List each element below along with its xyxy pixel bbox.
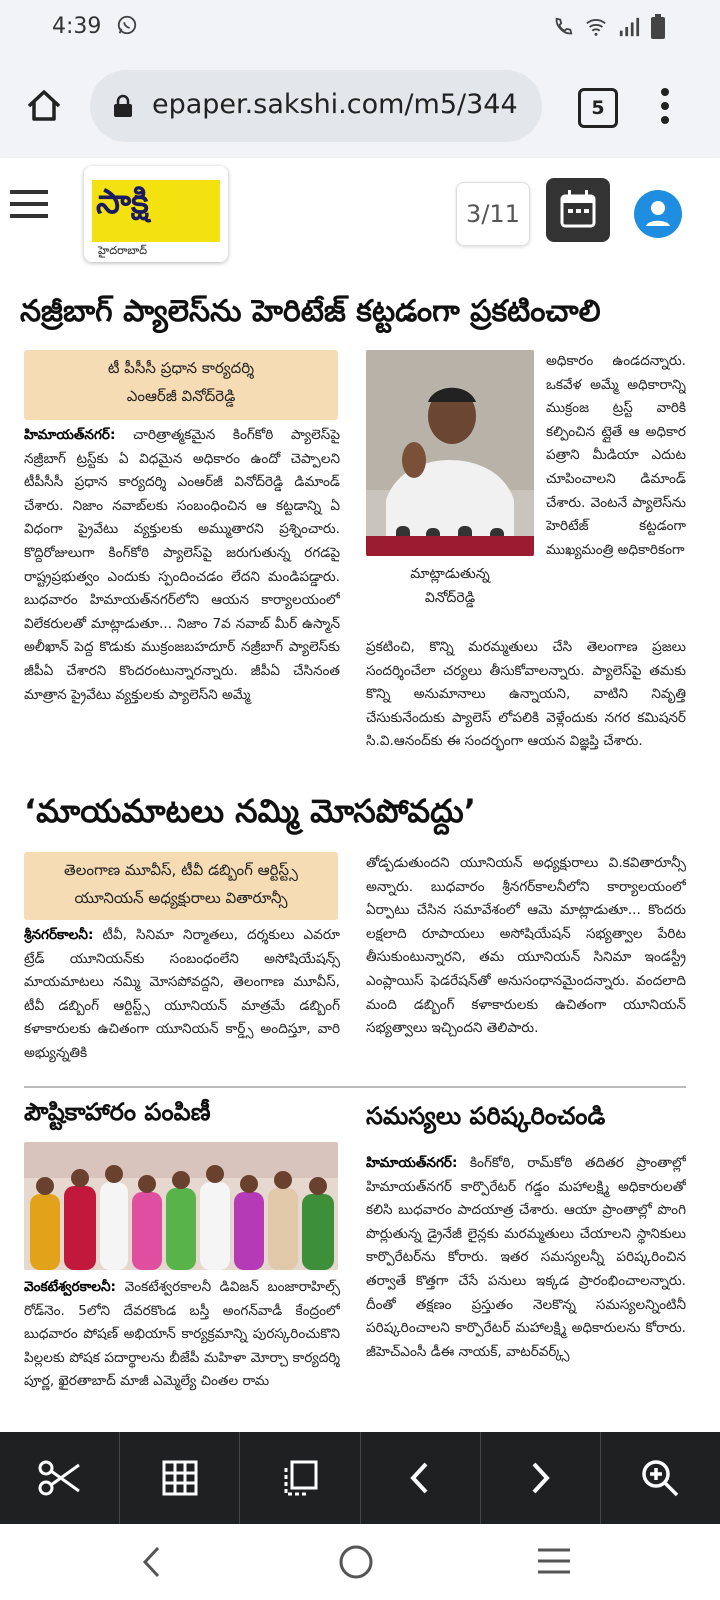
clip-button[interactable] — [0, 1432, 120, 1524]
logo-text: సాక్షి — [96, 182, 149, 222]
article-4-body — [366, 1152, 686, 1426]
article-2-text-left: టీవీ, సినిమా నిర్మాతలు, దర్శకులు ఎవరూ ట్రేడ్ యూనియన్‌కు సంబంధంలేని అసోషియేషన్స్ మాయమాటలు నమ్మి మోసపోవద్దని, తెలంగాణ మూవీస్, టీవీ డబ్బింగ్ ఆర్టిస్ట్స్ యూనియన్ మాత్రమే డబ్బింగ్ కళాకారులకు ఉచితంగా యూనియన్ కార్డ్స్ అందిస్తూ, వారి అభ్యున్నతికి — [24, 927, 340, 1061]
status-time: 4:39 — [52, 14, 102, 39]
browser-toolbar — [0, 56, 720, 159]
article-2-subhead-line-2: యూనియన్ అధ్యక్షురాలు వితారూన్సీ — [74, 889, 288, 907]
article-2-subhead — [24, 852, 338, 920]
calendar-icon — [546, 178, 610, 242]
address-bar[interactable] — [90, 70, 542, 142]
status-icons — [552, 14, 666, 40]
article-3-text: వెంకటేశ్వరకాలనీ డివిజన్ బంజారాహిల్స్ రోడ్‌నెం. 5లోని దేవరకొండ బస్తీ అంగన్‌వాడీ కేంద్రంలో బుధవారం పోషణ్ అభియాన్ కార్యక్రమాన్ని పురస్కరించుకొని పిల్లలకు పోషక పదార్థాలను బీజేపీ మహిళా మోర్చా కార్యదర్శి పూర్ణ, ఖైరతాబాద్ మాజీ ఎమ్మెల్యే చింతల రామ — [24, 1279, 340, 1390]
status-bar — [0, 0, 720, 56]
sakshi-logo[interactable] — [84, 166, 228, 262]
article-3-dateline: వెంకటేశ్వరకాలనీ: — [24, 1279, 116, 1295]
lock-icon — [112, 94, 134, 118]
zoom-in-icon — [640, 1458, 680, 1498]
article-1-caption — [366, 562, 534, 610]
article-3-headline[interactable]: పౌష్టికాహారం పంపిణీ — [24, 1098, 211, 1126]
chevron-left-icon — [408, 1460, 432, 1496]
hamburger-menu-icon[interactable] — [10, 188, 50, 220]
article-1-subhead-line-2: ఎంఆర్‌జీ వినోద్‌రెడ్డి — [126, 387, 236, 405]
article-1-subhead — [24, 350, 338, 420]
home-icon[interactable] — [24, 86, 64, 126]
zoom-button[interactable] — [601, 1432, 720, 1524]
back-icon[interactable] — [140, 1544, 164, 1580]
grid-icon — [162, 1460, 198, 1496]
scissors-icon — [38, 1458, 82, 1498]
home-circle-icon[interactable] — [336, 1542, 376, 1582]
article-4-headline[interactable]: సమస్యలు పరిష్కరించండి — [366, 1102, 606, 1130]
battery-icon — [650, 14, 666, 40]
pages-button[interactable] — [240, 1432, 360, 1524]
article-2-body-right: తోడ్పడుతుందని యూనియన్ అధ్యక్షురాలు వి.కవితారూన్సీ అన్నారు. బుధవారం శ్రీనగర్‌కాలనీలోని కార్యాలయంలో ఏర్పాటు చేసిన సమావేశంలో ఆమె మాట్లాడుతూ... కొందరు లక్షలాది రూపాయలు అసోషియేషన్ సభ్యత్వాల పేరిట తీసుకుంటున్నారని, తమ యూనియన్ సినిమా ఇండస్ట్రీ ఎంప్లాయిస్ ఫెడరేషన్‌తో అనుసంధానమైందన్నారు. వందలాది మంది డబ్బింగ్ కళాకారులకు ఉచితంగా యూనియన్ సభ్యత్వాలు ఇచ్చిందని తెలిపారు. — [366, 855, 686, 1037]
article-1-headline[interactable]: నజ్రీబాగ్ ప్యాలెస్‌ను హెరిటేజ్ కట్టడంగా ప్రకటించాలి — [20, 294, 601, 329]
wifi-icon — [584, 16, 608, 38]
tab-switcher-button[interactable]: 5 — [578, 88, 618, 128]
recents-icon[interactable] — [536, 1546, 572, 1576]
epaper-header — [0, 158, 720, 272]
whatsapp-icon — [116, 14, 138, 36]
article-1-caption-line-2: వినోద్‌రెడ్డి — [424, 590, 476, 606]
epaper-page[interactable] — [0, 272, 720, 1432]
signal-icon — [618, 16, 640, 38]
logo-city: హైదరాబాద్ — [98, 244, 147, 257]
article-4-text: కింగ్‌కోఠి, రామ్‌కోఠి తదితర ప్రాంతాల్లో హిమాయత్‌నగర్ కార్పొరేటర్ గడ్డం మహాలక్ష్మి అధికారులతో కలిసి బుధవారం పాదయాత్ర చేశారు. ఆయా ప్రాంతాల్లో పొంగి పొర్లుతున్న డ్రైనేజీ లైన్లకు మరమ్మతులు చేయాలని స్థానికులు కార్పొరేటర్‌ను కోరారు. ఇతర సమస్యలన్నీ పరిష్కరించిన తర్వాతే కొత్తగా చేసే పనులు ఇక్కడ ప్రారంభించాలన్నారు. దీంతో తక్షణం ప్రస్తుతం నెలకొన్న సమస్యలన్నింటినీ పరిష్కరించాలని కార్పొరేటర్ మహాలక్ష్మి అధికారులను కోరారు. జీహెచ్‌ఎంసీ డీఈ నాయక్, వాటర్‌వర్క్స్ — [366, 1155, 686, 1360]
chevron-right-icon — [528, 1460, 552, 1496]
article-1-caption-line-1: మాట్లాడుతున్న — [410, 566, 490, 582]
calendar-button[interactable] — [546, 178, 610, 242]
article-2-body-left — [24, 924, 340, 1072]
user-account-icon[interactable] — [634, 190, 682, 238]
article-1-body-right-bottom: ప్రకటించి, కొన్ని మరమ్మతులు చేసి తెలంగాణ ప్రజలు సందర్శించేలా చర్యలు తీసుకోవాలన్నారు. ప్యాలెస్‌పై తమకు కొన్ని అనుమానాలు ఉన్నాయని, వాటిని నివృత్తి చేసుకునేందుకు ప్యాలెస్ లోపలికి వెళ్లేందుకు నగర కమిషనర్ సి.వి.ఆనంద్‌కు ఈ సందర్భంగా ఆయన విజ్ఞప్తి చేశారు. — [366, 639, 686, 750]
url-text[interactable]: epaper.sakshi.com/m5/344 — [152, 89, 518, 120]
article-3-photo — [24, 1142, 338, 1270]
article-1-text-left: చారిత్రాత్మకమైన కింగ్‌కోఠి ప్యాలెస్‌పై నజ్రీబాగ్ ట్రస్ట్‌కు ఏ విధమైన అధికారం ఉందో చెప్పాలని టీపీసీసీ ప్రధాన కార్యదర్శి ఎంఆర్‌జీ వినోద్‌రెడ్డి డిమాండ్ చేశారు. నిజాం నవాబ్‌లకు సంబంధించిన ఆ కట్టడాన్ని ఏ విధంగా ప్రైవేటు వ్యక్తులకు అమ్ముతారని ప్రశ్నించారు. కొద్దిరోజులుగా కింగ్‌కోఠి ప్యాలెస్‌పై జరుగుతున్న రగడపై రాష్ట్రప్రభుత్వం ఎందుకు స్పందించడం లేదని మండిపడ్డారు. బుధవారం హిమాయత్‌నగర్‌లోని ఆయన కార్యాలయంలో విలేకరులతో మాట్లాడుతూ... నిజాం 7వ నవాబ్ మీర్ ఉస్మాన్ అలీఖాన్ పెద్ద కొడుకు ముక్రంజబహదూర్ నజ్రీబాగ్ ప్యాలెస్‌కు జీపీఏ చేశారని కొందరంటున్నారన్నారు. జీపీఏ చేసినంత మాత్రాన ప్రైవేటు వ్యక్తులకు ప్యాలెస్‌ని అమ్మే — [24, 427, 340, 703]
epaper-toolbar — [0, 1432, 720, 1524]
article-1-subhead-line-1: టీ పీసీసీ ప్రధాన కార్యదర్శి — [107, 359, 255, 377]
system-nav-bar — [0, 1524, 720, 1600]
article-1-photo — [366, 350, 534, 556]
article-1-body-right-top: అధికారం ఉండదన్నారు. ఒకవేళ అమ్మే అధికారాన్ని ముక్రంజ ట్రస్ట్ వారికి కల్పించిన ట్లైతే ఆ అధికార పత్రాని మీడియా ఎదుట చూపించాలని డిమాండ్ చేశారు. వెంటనే ప్యాలెస్‌ను హెరిటేజ్ కట్టడంగా ముఖ్యమంత్రి అధికారికంగా — [546, 353, 686, 558]
article-3-body — [24, 1276, 340, 1426]
pages-icon — [282, 1460, 318, 1496]
page-indicator[interactable]: 3/11 — [456, 182, 530, 246]
article-1-dateline: హిమాయత్‌నగర్: — [24, 427, 116, 443]
article-2-headline[interactable]: ‘మాయమాటలు నమ్మి మోసపోవద్దు’ — [24, 792, 476, 830]
article-2-dateline: శ్రీనగర్‌కాలనీ: — [24, 927, 94, 943]
article-4-dateline: హిమాయత్‌నగర్: — [366, 1155, 458, 1171]
article-2-subhead-line-1: తెలంగాణ మూవీస్, టీవీ డబ్బింగ్ ఆర్టిస్ట్స్ — [64, 861, 298, 879]
next-page-button[interactable] — [481, 1432, 601, 1524]
previous-page-button[interactable] — [361, 1432, 481, 1524]
wifi-call-icon — [552, 16, 574, 38]
grid-view-button[interactable] — [120, 1432, 240, 1524]
article-1-body-left — [24, 424, 340, 770]
more-options-icon[interactable] — [660, 86, 670, 126]
section-divider — [24, 1086, 686, 1088]
